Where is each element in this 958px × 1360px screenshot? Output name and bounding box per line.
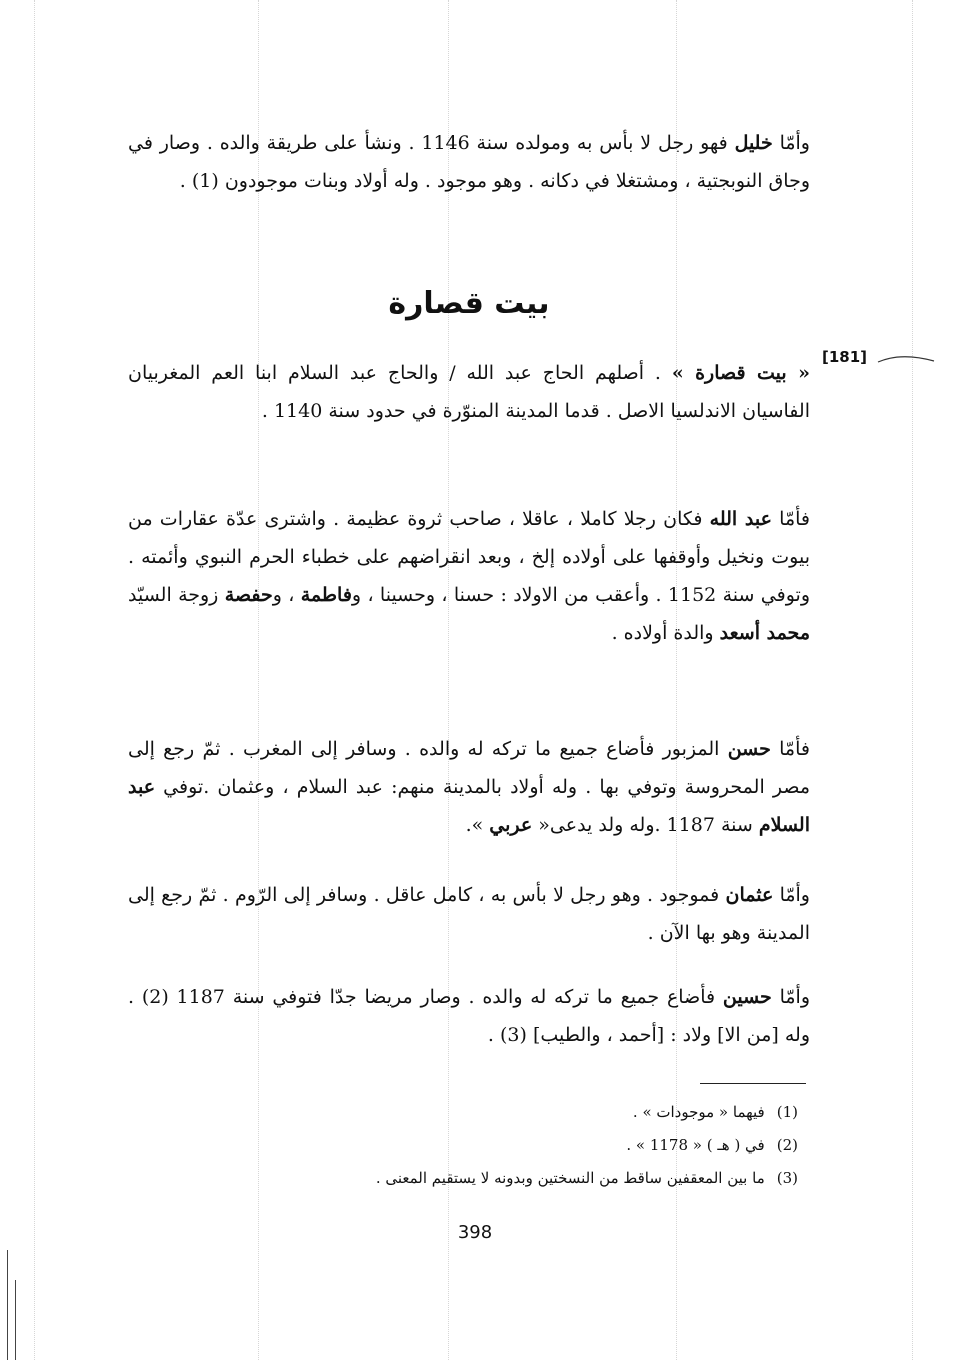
page-number: 398	[457, 1222, 493, 1243]
intro-paragraph	[128, 354, 810, 430]
footnote-divider	[700, 1083, 806, 1084]
paragraph-text: فهو رجل لا بأس به ومولده سنة 1146 . ونشأ على طريقة والده . وصار في وجاق النوبجتية ، ومشتغلا في دكانه . وهو موجود . وله أولاد وبنات موجودون (1) .	[128, 132, 810, 192]
scan-guide-line	[912, 0, 913, 1360]
husayn-paragraph	[128, 978, 810, 1054]
paragraph-text: زوجة السيّد	[128, 584, 225, 606]
footnote	[128, 1162, 798, 1195]
scan-edge-line	[15, 1280, 16, 1360]
section-marker: [181]	[822, 348, 868, 366]
paragraph-text: ».	[465, 814, 490, 836]
person-name: عبد الله	[709, 508, 772, 530]
abdullah-paragraph	[128, 500, 810, 652]
paragraph-text: سنة 1187 .وله ولد يدعى«	[532, 814, 759, 836]
paragraph-text: . أصلهم الحاج عبد الله / والحاج عبد السلام ابنا العم المغربيان الفاسيان الاندلسيا الاصل . قدما المدينة المنوّرة في حدود سنة 1140 .	[128, 362, 810, 422]
footnote	[128, 1129, 798, 1162]
footnote-text: ما بين المعقفين ساقط من النسختين وبدونه لا يستقيم المعنى .	[375, 1169, 765, 1187]
paragraph-lead: وأمّا	[779, 132, 810, 154]
person-name: عربي	[489, 814, 533, 836]
section-heading: بيت قصارة	[388, 286, 550, 321]
person-name: عبد السلام	[128, 776, 810, 836]
footnote-text: فيهما « موجودات » .	[632, 1103, 765, 1121]
paragraph-text: فكان رجلا كاملا ، عاقلا ، صاحب ثروة عظيمة . واشترى عدّة عقارات من بيوت ونخيل وأوقفها على أولاده إلخ ، وبعد انقراضهم على خطباء الحرم النبوي وأئمته . وتوفي سنة 1152 . وأعقب من الاولاد : حسنا ، وحسينا ، و	[128, 508, 810, 606]
paragraph-text: ، و	[272, 584, 301, 606]
scan-edge-line	[7, 1250, 8, 1360]
person-name: محمد أسعد	[719, 622, 810, 644]
person-name: حسن	[727, 738, 771, 760]
person-name: حفصة	[224, 584, 273, 606]
paragraph-lead: فأمّا	[779, 738, 810, 760]
paragraph-lead: وأمّا	[779, 986, 811, 1008]
scan-guide-line	[34, 0, 35, 1360]
person-name: فاطمة	[300, 584, 352, 606]
paragraph-text: والدة أولاده .	[611, 622, 720, 644]
margin-curve-icon	[876, 352, 936, 366]
uthman-paragraph	[128, 876, 810, 952]
footnote	[128, 1096, 798, 1129]
paragraph-text: فأضاع جميع ما تركه له والده . وصار مريضا جدّا فتوفي سنة 1187 (2) . وله [من الا] ولاد : [أحمد ، والطيب] (3) .	[128, 986, 810, 1046]
hasan-paragraph	[128, 730, 810, 844]
footnote-number: (2)	[776, 1136, 798, 1154]
footnotes	[128, 1096, 798, 1195]
person-name: خليل	[734, 132, 773, 154]
person-name: عثمان	[725, 884, 774, 906]
footnote-number: (1)	[776, 1103, 798, 1121]
footnote-number: (3)	[776, 1169, 798, 1187]
footnote-text: في ( هـ ) « 1178 » .	[626, 1136, 765, 1154]
opening-paragraph	[128, 124, 810, 200]
paragraph-text: فموجود . وهو رجل لا بأس به ، كامل عاقل . وسافر إلى الرّوم . ثمّ رجع إلى المدينة وهو بها الآن .	[128, 884, 810, 944]
family-name: « بيت قصارة »	[671, 362, 810, 384]
paragraph-text: المزبور فأضاع جميع ما تركه له والده . وسافر إلى المغرب . ثمّ رجع إلى مصر المحروسة وتوفي بها . وله أولاد بالمدينة منهم: عبد السلام ، وعثمان .توفي	[128, 738, 810, 798]
paragraph-lead: فأمّا	[779, 508, 810, 530]
person-name: حسين	[722, 986, 772, 1008]
paragraph-lead: وأمّا	[779, 884, 810, 906]
